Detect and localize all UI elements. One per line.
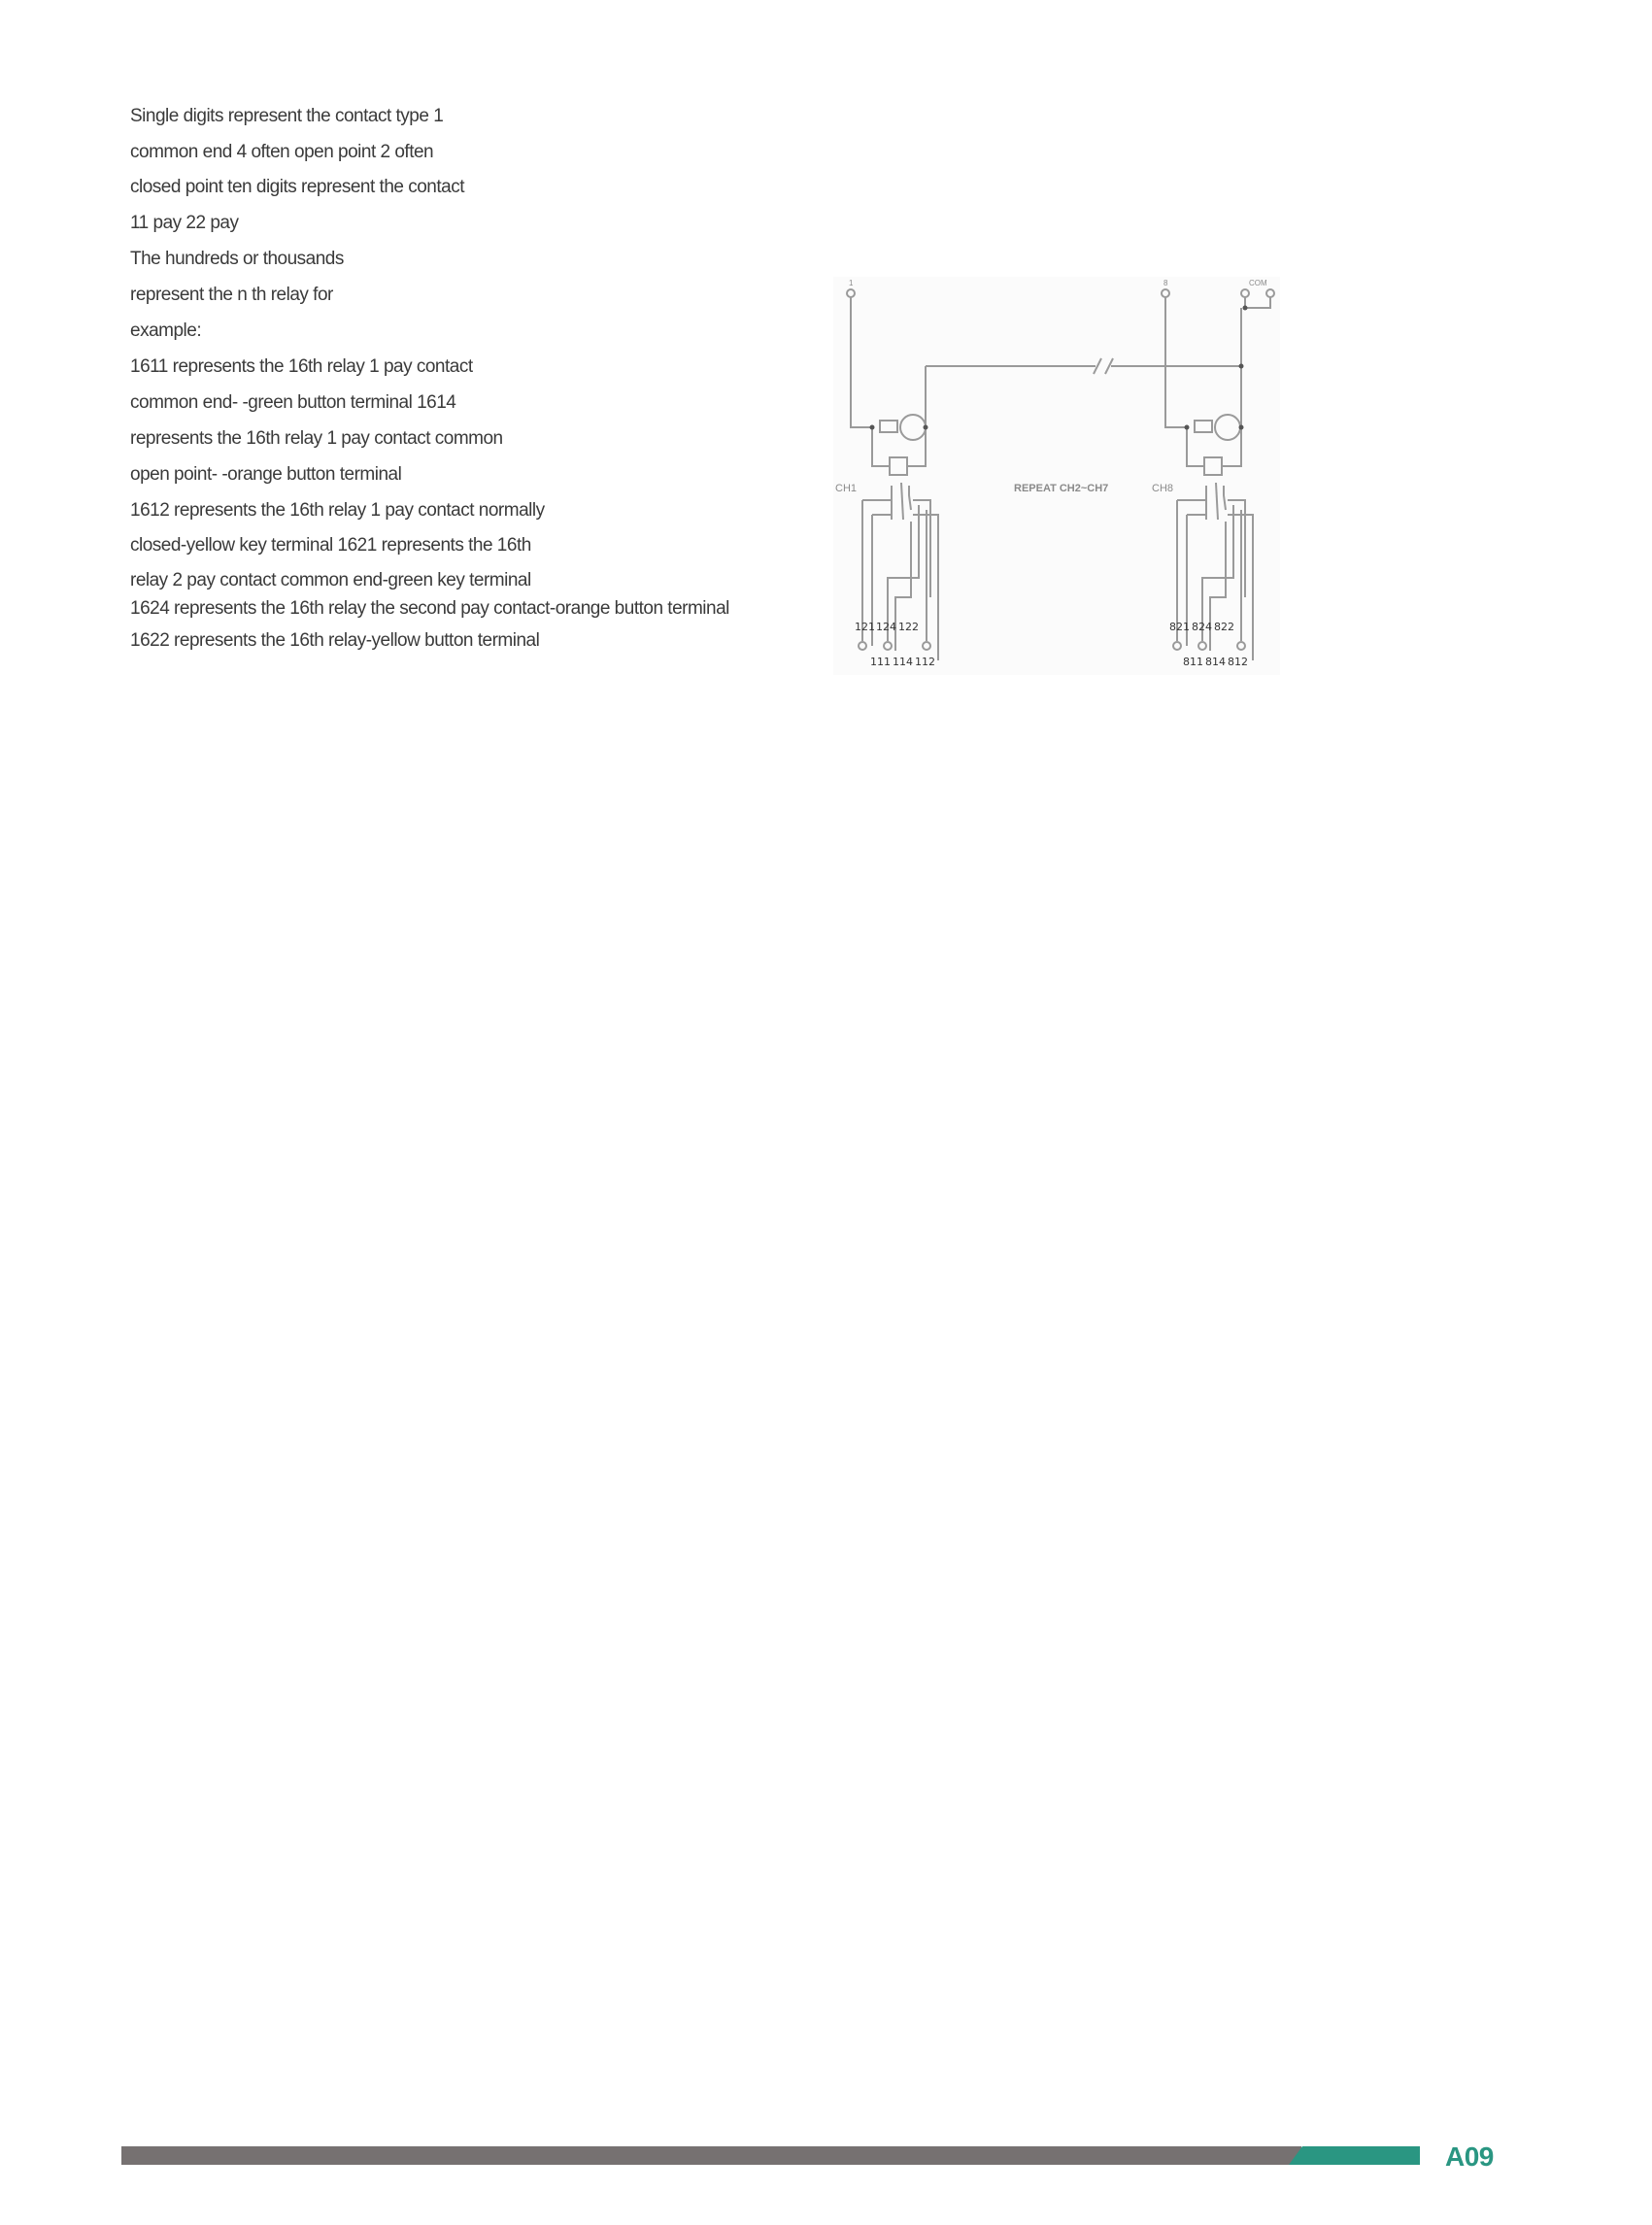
- svg-text:112: 112: [915, 656, 935, 668]
- svg-text:821: 821: [1169, 621, 1190, 633]
- text-line: Single digits represent the contact type 1: [130, 106, 444, 126]
- svg-text:822: 822: [1214, 621, 1234, 633]
- svg-text:121: 121: [855, 621, 875, 633]
- text-line: closed-yellow key terminal 1621 represents the 16th: [130, 535, 531, 556]
- svg-text:REPEAT CH2~CH7: REPEAT CH2~CH7: [1014, 483, 1109, 494]
- svg-text:811: 811: [1183, 656, 1203, 668]
- text-line: 1624 represents the 16th relay the second pay contact-orange button terminal: [130, 598, 729, 619]
- svg-text:824: 824: [1192, 621, 1212, 633]
- footer-bar-teal: [1289, 2146, 1420, 2165]
- terminal-icon: [847, 289, 855, 297]
- text-line: common end- -green button terminal 1614: [130, 392, 456, 413]
- svg-text:812: 812: [1228, 656, 1248, 668]
- text-line: open point- -orange button terminal: [130, 464, 402, 485]
- terminal-icon: [1266, 289, 1274, 297]
- svg-text:8: 8: [1163, 279, 1168, 287]
- text-line: The hundreds or thousands: [130, 249, 344, 269]
- svg-text:114: 114: [893, 656, 913, 668]
- svg-text:COM: COM: [1249, 279, 1267, 287]
- svg-text:814: 814: [1205, 656, 1226, 668]
- page-number: A09: [1445, 2141, 1494, 2172]
- terminal-icon: [1241, 289, 1249, 297]
- text-line: closed point ten digits represent the contact: [130, 177, 465, 197]
- svg-text:122: 122: [898, 621, 919, 633]
- text-line: relay 2 pay contact common end-green key terminal: [130, 570, 531, 590]
- text-line: 11 pay 22 pay: [130, 213, 239, 233]
- text-line: represents the 16th relay 1 pay contact common: [130, 428, 503, 449]
- footer-bar-grey: [121, 2146, 1301, 2165]
- svg-text:124: 124: [876, 621, 896, 633]
- footer-bar: [121, 2146, 1420, 2165]
- text-line: represent the n th relay for: [130, 285, 333, 305]
- relay-wiring-diagram: [833, 277, 1280, 675]
- text-line: example:: [130, 320, 202, 341]
- svg-text:CH1: CH1: [835, 483, 858, 494]
- svg-text:1: 1: [849, 279, 854, 287]
- terminal-icon: [1162, 289, 1169, 297]
- wiring-schematic: [833, 277, 1280, 675]
- text-line: common end 4 often open point 2 often: [130, 142, 434, 162]
- text-line: 1611 represents the 16th relay 1 pay contact: [130, 356, 473, 377]
- svg-text:111: 111: [870, 656, 891, 668]
- text-line: 1612 represents the 16th relay 1 pay contact normally: [130, 500, 545, 521]
- text-line: 1622 represents the 16th relay-yellow button terminal: [130, 630, 540, 651]
- svg-text:CH8: CH8: [1152, 483, 1174, 494]
